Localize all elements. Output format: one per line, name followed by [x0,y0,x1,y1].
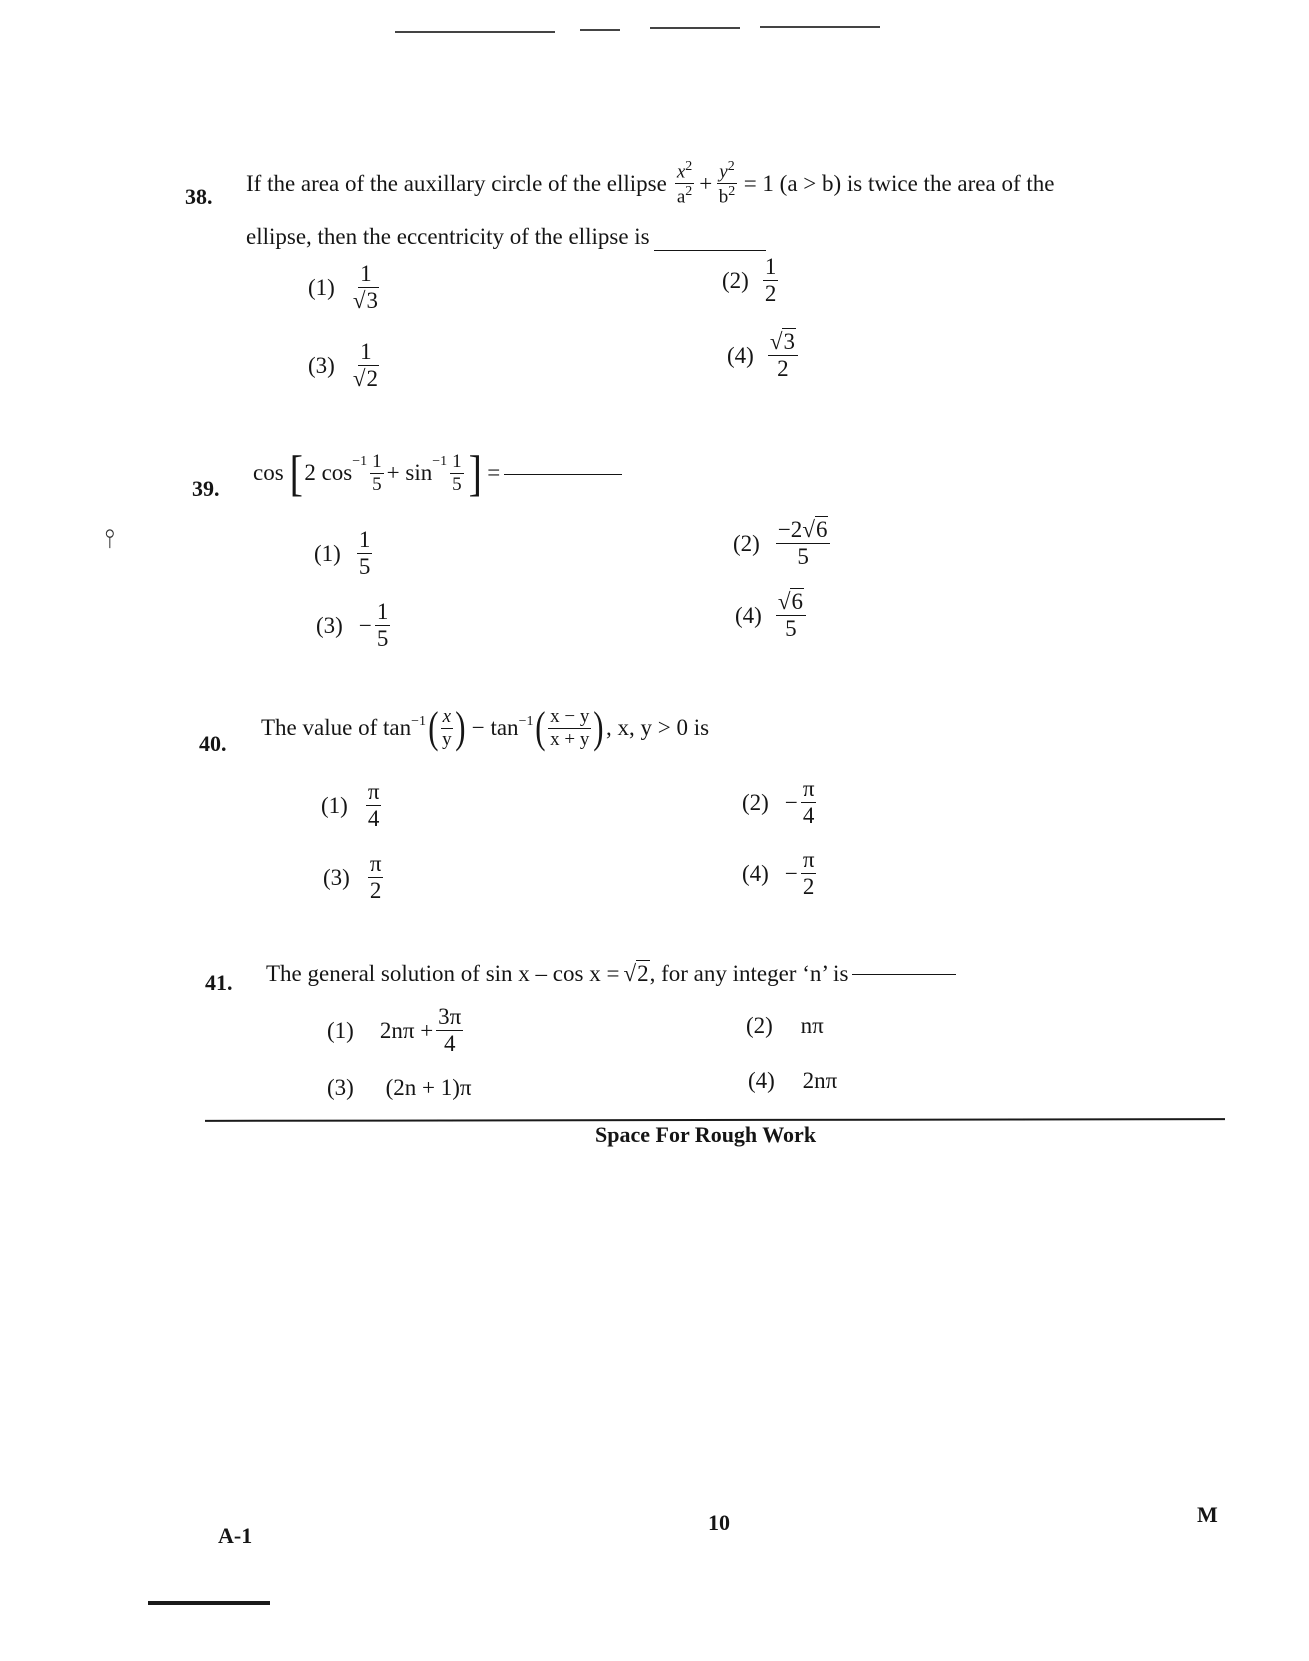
option-3[interactable]: (3) $\frac{1}{√2}$ [308,339,378,392]
option-fraction: $\frac{\pi}{4}$ [367,779,380,832]
question-number: 39. [192,476,220,501]
page-number: 10 [708,1510,730,1535]
option-fraction: $\frac{-2√6}{5}$ [776,518,831,569]
footer-mark [148,1601,270,1605]
option-4[interactable]: (4) − $\frac{\pi}{2}$ [742,847,815,900]
option-fraction: $\frac{1}{2}$ [764,254,777,307]
option-2[interactable]: (2) $\frac{1}{2}$ [722,254,777,307]
question-stem-line2: ellipse, then the eccentricity of the ellipse is [246,223,766,251]
option-fraction: $\frac{3\pi}{4}$ [438,1004,462,1057]
option-fraction: $\frac{1}{√2}$ [352,339,378,392]
answer-blank [654,248,766,251]
option-fraction: $\frac{\pi}{2}$ [802,847,815,900]
question-stem: The general solution of sin x – cos x = √2 , for any integer ‘n’ is [266,960,956,988]
fraction-x2-a2: $\frac{x^2}{a^2}$ [676,159,693,208]
option-1[interactable]: (1) 2nπ + $\frac{3\pi}{4}$ [327,1004,462,1057]
question-stem: The value of tan $^{-1}$ ( $\frac{x}{y}$ ) − tan $^{-1}$ ( $\frac{x - y}{x + y}$ ) , x, y > 0 is [261,703,710,752]
option-1[interactable]: (1) $\frac{\pi}{4}$ [321,779,380,832]
option-3[interactable]: (3) $\frac{\pi}{2}$ [323,851,382,904]
answer-blank [852,972,956,975]
scan-mark [760,26,880,28]
question-stem: cos [ 2 cos $^{-1}$ $\frac{1}{5}$ + sin $^{-1}$ $\frac{1}{5}$ ] = [253,448,622,498]
option-fraction: $\frac{√6}{5}$ [776,590,806,641]
stem-text: = 1 (a > b) is twice the area of the [743,170,1055,196]
rough-work-label: Space For Rough Work [595,1122,817,1147]
option-fraction: $\frac{1}{5}$ [376,599,389,652]
option-2[interactable]: (2) − $\frac{\pi}{4}$ [742,776,815,829]
option-2[interactable]: (2) $\frac{-2√6}{5}$ [733,518,833,569]
option-4[interactable]: (4) $\frac{√6}{5}$ [735,590,809,641]
series-letter: M [1197,1502,1218,1527]
option-3[interactable]: (3) − $\frac{1}{5}$ [316,599,389,652]
scan-mark [650,27,740,29]
scan-mark [580,29,620,31]
option-fraction: $\frac{√3}{2}$ [768,330,798,381]
fraction: $\frac{x}{y}$ [442,705,452,750]
option-fraction: $\frac{1}{5}$ [358,527,371,580]
option-fraction: $\frac{\pi}{4}$ [802,776,815,829]
option-fraction: $\frac{\pi}{2}$ [369,851,382,904]
option-2[interactable]: (2) nπ [746,1013,824,1038]
fraction-y2-b2: $\frac{y^2}{b^2}$ [718,159,736,208]
question-number: 38. [185,184,213,209]
option-3[interactable]: (3) (2n + 1)π [327,1075,472,1100]
question-stem: If the area of the auxillary circle of the ellipse $\frac{x^2}{a^2}$ + $\frac{y^2}{b^2}$ = 1 (a > b) is twice the area of the [246,159,1055,208]
option-fraction: $\frac{1}{√3}$ [352,261,378,314]
scan-mark [395,31,555,33]
option-4[interactable]: (4) $\frac{√3}{2}$ [727,330,801,381]
stem-text: If the area of the auxillary circle of the ellipse [246,170,667,196]
option-1[interactable]: (1) $\frac{1}{√3}$ [308,261,378,314]
answer-blank [504,472,622,475]
fraction: $\frac{x - y}{x + y}$ [550,705,590,750]
option-1[interactable]: (1) $\frac{1}{5}$ [314,527,371,580]
question-number: 40. [199,731,227,756]
question-number: 41. [205,970,233,995]
booklet-code: A-1 [218,1523,253,1548]
fraction: $\frac{1}{5}$ [372,450,382,495]
margin-mark: ⫯ [104,524,116,553]
option-4[interactable]: (4) 2nπ [748,1068,838,1093]
fraction: $\frac{1}{5}$ [452,450,462,495]
